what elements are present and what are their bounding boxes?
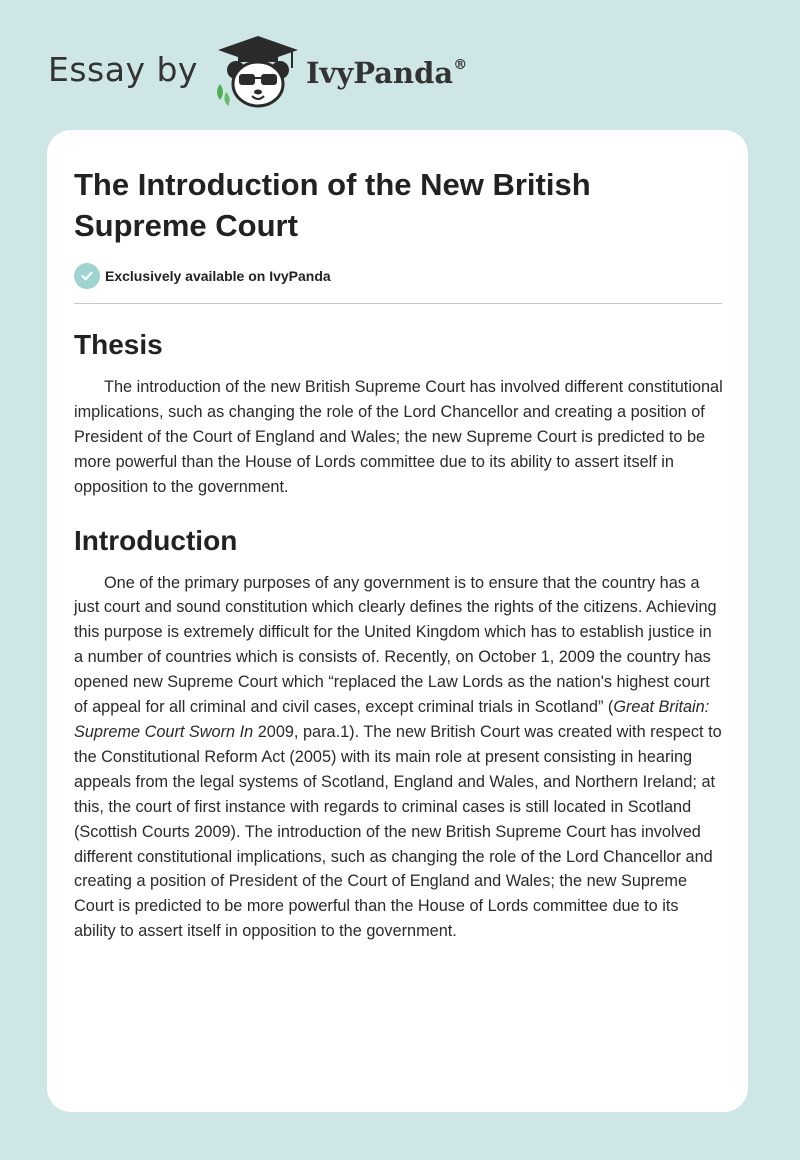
introduction-paragraph [74, 571, 724, 945]
section-heading-introduction: Introduction [74, 524, 238, 556]
brand-header [48, 34, 467, 110]
brand-name: IvyPanda® [305, 56, 468, 90]
essay-card [47, 130, 748, 1112]
badge-label: Exclusively available on IvyPanda [105, 268, 331, 284]
exclusive-badge [74, 263, 331, 289]
brand-prefix: Essay by [48, 49, 198, 89]
essay-content [74, 322, 724, 944]
introduction-text-part-1: One of the primary purposes of any government is to ensure that the country has a just court and sound constitution which clearly defines the rights of the citizens. Achieving this purpose is extremely difficult for the United Kingdom which has to establish justice in a number of countries which is consists of. Recently, on October 1, 2009 the country has opened new Supreme Court which “replaced the Law Lords as the nation's highest court of appeal for all criminal and civil cases, except criminal trials in Scotland” ( [74, 573, 717, 717]
citation-title: Great Britain: Supreme Court Sworn In [74, 698, 710, 741]
thesis-paragraph: The introduction of the new British Supreme Court has involved different constitutional implications, such as changing the role of the Lord Chancellor and creating a position of President of the Court of England and Wales; the new Supreme Court is predicted to be more powerful than the House of Lords committee due to its ability to assert itself in opposition to the government. [74, 378, 723, 496]
page-title: The Introduction of the New British Supreme Court [74, 167, 591, 243]
section-heading-thesis: Thesis [74, 329, 163, 360]
divider [74, 303, 722, 304]
introduction-text-part-2: 2009, para.1). The new British Court was created with respect to the Constitutional Reform Act (2005) with its main role at present consisting in hearing appeals from the legal systems of Scotland, England and Wales, and Northern Ireland; at this, the court of first instance with regards to criminal cases is still located in Scotland (Scottish Courts 2009). The introduction of the new British Supreme Court has involved different constitutional implications, such as changing the role of the Lord Chancellor and creating a position of President of the Court of England and Wales; the new Supreme Court is predicted to be more powerful than the House of Lords committee due to its ability to assert itself in opposition to the government. [74, 722, 722, 941]
check-circle-icon [74, 263, 100, 289]
panda-graduate-logo-icon [212, 34, 304, 110]
